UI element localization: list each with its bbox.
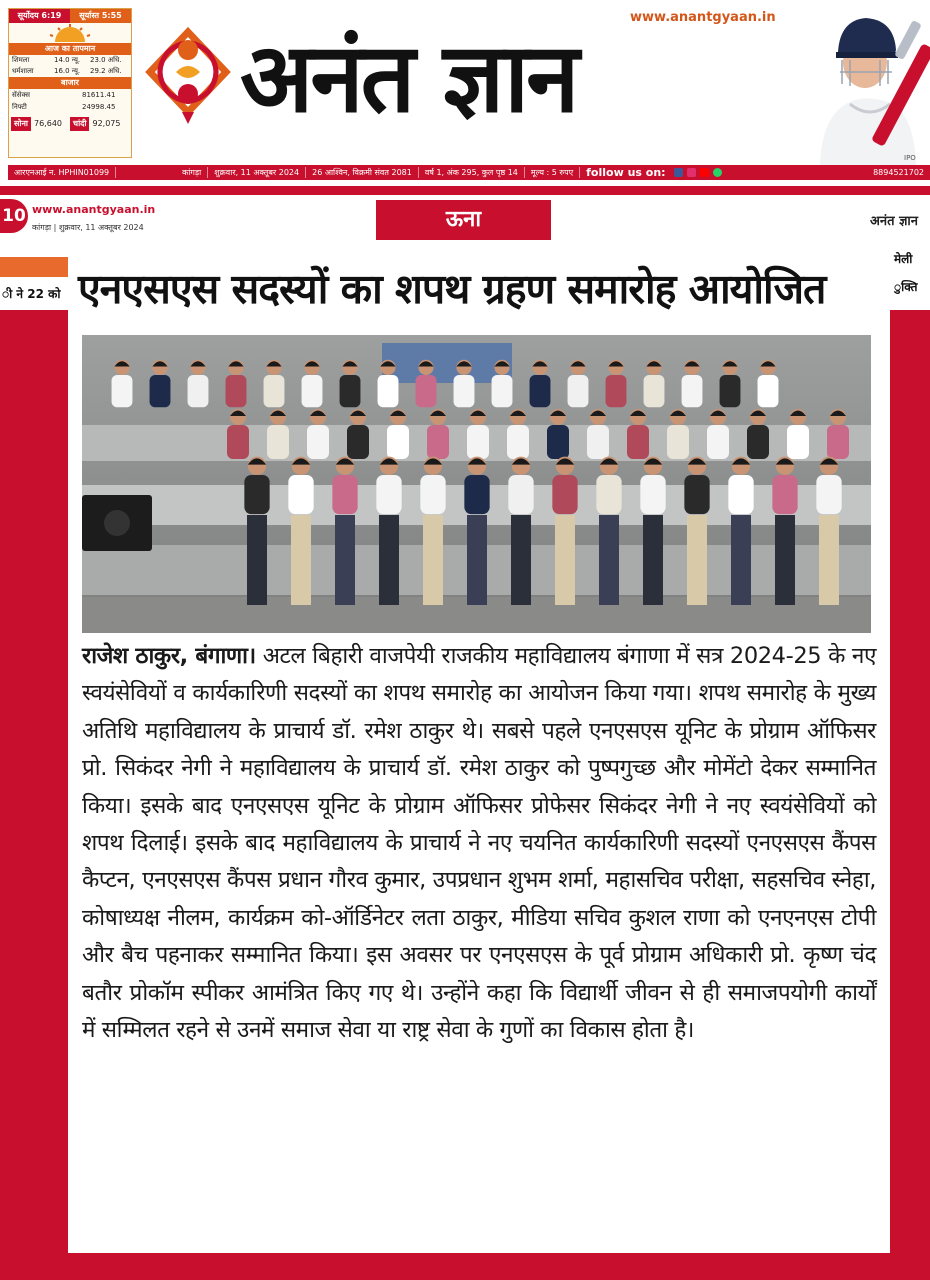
temperature-heading: आज का तापमान <box>9 43 131 55</box>
news-article <box>68 245 890 1253</box>
article-headline: एनएसएस सदस्यों का शपथ ग्रहण समारोह आयोजित <box>78 265 826 313</box>
instagram-icon[interactable] <box>687 168 696 177</box>
article-byline: राजेश ठाकुर, बंगाणा। <box>82 643 256 669</box>
sunset-text: सूर्यास्त 5:55 <box>70 9 131 23</box>
page-header <box>0 195 930 245</box>
market-row: सेंसेक्स 81611.41 <box>12 91 116 99</box>
newspaper-logo-icon <box>138 20 238 130</box>
metal-prices <box>9 117 131 131</box>
vikram-date: 26 आश्विन, विक्रमी संवत 2081 <box>306 167 419 178</box>
adjacent-text: मेली <box>894 252 913 266</box>
site-url: www.anantgyaan.in <box>630 10 776 25</box>
newspaper-title: अनंत ज्ञान <box>240 21 577 134</box>
market-row: निफ्टी 24998.45 <box>12 103 116 111</box>
edition: कांगड़ा <box>176 167 208 178</box>
svg-text:IPO: IPO <box>904 154 916 162</box>
price: मूल्य : 5 रुपए <box>525 167 580 178</box>
temperature-row: शिमला 14.0 न्यू. 23.0 अधि. <box>12 56 122 64</box>
group-photo <box>82 335 871 633</box>
issue-info: वर्ष 1, अंक 295, कुल पृष्ठ 14 <box>419 167 525 178</box>
facebook-icon[interactable] <box>674 168 683 177</box>
article-body <box>82 638 876 1049</box>
adjacent-text: ुक्ति <box>894 280 918 294</box>
adjacent-article-left <box>0 245 68 310</box>
whatsapp-icon[interactable] <box>713 168 722 177</box>
sun-icon <box>9 23 131 43</box>
silver-value: 92,075 <box>92 119 121 128</box>
masthead <box>0 0 930 186</box>
temperature-row: धर्मशाला 16.0 न्यू. 29.2 अधि. <box>12 67 122 75</box>
sun-times <box>9 9 131 23</box>
phone-number: 8894521702 <box>873 168 924 177</box>
page-number: 10 <box>0 199 28 233</box>
adjacent-article-right <box>890 245 930 310</box>
adjacent-headline-bar <box>0 257 68 277</box>
market-heading: बाजार <box>9 77 131 89</box>
city-section-label: ऊना <box>376 200 551 240</box>
registration-number: आरएनआई न. HPHIN01099 <box>8 167 116 178</box>
youtube-icon[interactable] <box>700 168 709 177</box>
gold-label: सोना <box>11 117 31 131</box>
weather-market-box <box>8 8 132 158</box>
page-date: कांगड़ा | शुक्रवार, 11 अक्तूबर 2024 <box>32 223 144 232</box>
adjacent-text: ी ने 22 को <box>2 287 61 301</box>
sunrise-text: सूर्योदय 6:19 <box>9 9 70 23</box>
page-brand: अनंत ज्ञान <box>870 214 918 229</box>
issue-date: शुक्रवार, 11 अक्तूबर 2024 <box>208 167 306 178</box>
info-strip <box>8 165 930 180</box>
gold-value: 76,640 <box>34 119 62 128</box>
follow-label: follow us on: <box>586 166 666 179</box>
silver-label: चांदी <box>70 117 89 131</box>
page-url: www.anantgyaan.in <box>32 203 156 216</box>
article-text: अटल बिहारी वाजपेयी राजकीय महाविद्यालय बंगाणा में सत्र 2024-25 के नए स्वयंसेवियों व कार्यकारिणी सदस्यों का शपथ समारोह का आयोजन किया गया। शपथ समारोह के मुख्य अतिथि महाविद्यालय के प्राचार्य डॉ. रमेश ठाकुर थे। सबसे पहले एनएसएस यूनिट के प्रोग्राम ऑफिसर प्रो. सिकंदर नेगी ने महाविद्यालय के प्राचार्य डॉ. रमेश ठाकुर को पुष्पगुच्छ और मोमेंटो देकर सम्मानित किया। इसके बाद एनएसएस यूनिट के प्रोग्राम ऑफिसर प्रोफेसर सिकंदर नेगी ने नए स्वयंसेवियों को शपथ दिलाई। इसके बाद महाविद्यालय के प्राचार्य ने नए चयनित कार्यकारिणी सदस्यों एनएसएस कैंपस कैप्टन, एनएसएस कैंपस प्रधान गौरव कुमार, उपप्रधान शुभम शर्मा, महासचिव परीक्षा, सहसचिव स्नेहा, कोषाध्यक्ष नीलम, कार्यक्रम को-ऑर्डिनेटर लता ठाकुर, मीडिया सचिव कुशल राणा को एनएनएस टोपी और बैच पहनाकर सम्मानित किया। इस अवसर पर एनएसएस के पूर्व प्रोग्राम अधिकारी प्रो. कृष्ण चंद बतौर प्रोकॉम स्पीकर आमंत्रित किए गए थे। उन्होंने कहा कि विद्यार्थी जीवन से ही समाजपयोगी कार्यों में सम्मिलत रहने से उनमें समाज सेवा या राष्ट्र सेवा के गुणों का विकास होता है। <box>82 643 877 1044</box>
cricketer-photo <box>810 0 930 165</box>
